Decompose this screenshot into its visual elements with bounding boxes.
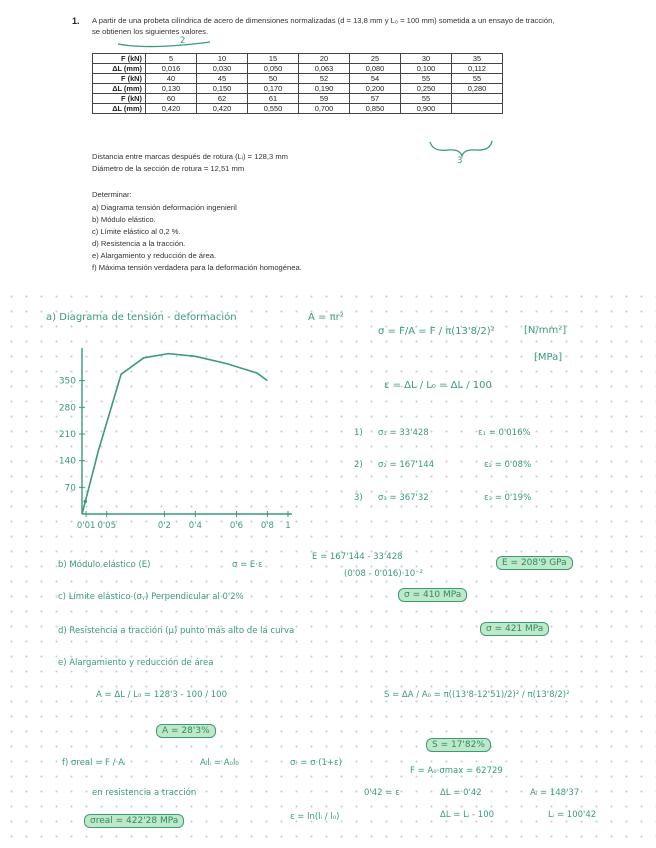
point-2-sigma: σ₂ = 167'144: [378, 460, 435, 470]
x-tick-label: 0'8: [260, 521, 274, 531]
x-tick-label: 1: [285, 521, 291, 531]
section-f-li: ΔL = Lᵢ - 100: [440, 810, 495, 820]
table-row-header: ΔL (mm): [93, 104, 146, 114]
section-e-formula: A = ΔL / L₀ = 128'3 - 100 / 100: [96, 690, 227, 700]
point-1-label: 1): [354, 428, 363, 438]
table-cell: 0,016: [146, 64, 197, 74]
section-f-ln: ε = ln(lᵢ / l₀): [290, 812, 340, 822]
table-cell: 54: [350, 74, 401, 84]
strain-formula: ε = ΔL / L₀ = ΔL / 100: [384, 380, 492, 391]
data-line-1: Distancia entre marcas después de rotura (Lᵢ) = 128,3 mm: [92, 152, 288, 161]
table-cell: 62: [197, 94, 248, 104]
x-tick-label: 0'4: [188, 521, 202, 531]
stress-strain-curve: [82, 354, 267, 514]
table-cell: 0,030: [197, 64, 248, 74]
table-cell: 0,700: [299, 104, 350, 114]
table-cell: 0,900: [401, 104, 452, 114]
annotation-3: 3: [457, 156, 463, 166]
y-tick-label: 350: [58, 376, 76, 387]
item-d: d) Resistencia a la tracción.: [92, 239, 186, 248]
table-cell: 61: [248, 94, 299, 104]
table-row-header: ΔL (mm): [93, 64, 146, 74]
table-cell: 0,150: [197, 84, 248, 94]
point-2-label: 2): [354, 460, 363, 470]
table-row-header: ΔL (mm): [93, 84, 146, 94]
y-tick-label: 70: [64, 483, 76, 494]
table-cell: 0,112: [452, 64, 503, 74]
table-cell: 52: [299, 74, 350, 84]
question-text: A partir de una probeta cilíndrica de acero de dimensiones normalizadas (d = 13,8 mm y L₀ = 100 mm) sometida a un ensayo de tracción, se obtienen los siguientes valores.: [92, 16, 555, 36]
section-f-delta-l: ΔL = 0'42: [440, 788, 482, 798]
table-row-header: F (kN): [93, 74, 146, 84]
table-cell: 59: [299, 94, 350, 104]
section-f-volume: Aᵢlᵢ = A₀l₀: [200, 758, 239, 768]
data-line-2: Diámetro de la sección de rotura = 12,51 mm: [92, 164, 245, 173]
section-b-numerator: E = 167'144 - 33'428: [312, 552, 403, 562]
stress-strain-chart: [40, 336, 340, 566]
point-1-sigma: σ₁ = 33'428: [378, 428, 429, 438]
section-b-result: E = 208'9 GPa: [496, 556, 573, 570]
y-tick-label: 140: [58, 456, 76, 467]
table-cell: 0,280: [452, 84, 503, 94]
section-f-epsilon: 0'42 = ε: [364, 788, 400, 798]
section-e-label: e) Alargamiento y reducción de área: [58, 658, 214, 668]
brace-mark: [430, 141, 492, 156]
section-f-li2: Lᵢ = 100'42: [548, 810, 597, 820]
section-c-label: c) Límite elástico (σᵧ) Perpendicular al 0'2%: [58, 592, 244, 602]
item-e: e) Alargamiento y reducción de área.: [92, 251, 217, 260]
section-c-result: σ = 410 MPa: [398, 588, 467, 602]
point-3-label: 3): [354, 493, 363, 503]
table-cell: 0,050: [248, 64, 299, 74]
item-b: b) Módulo elástico.: [92, 215, 156, 224]
x-tick-label: 0'6: [229, 521, 244, 531]
table-cell: 60: [146, 94, 197, 104]
table-cell: 0,100: [401, 64, 452, 74]
table-cell: 0,420: [146, 104, 197, 114]
y-tick-label: 280: [58, 403, 76, 414]
table-cell: 0,063: [299, 64, 350, 74]
table-cell: 0,190: [299, 84, 350, 94]
table-cell: 55: [452, 74, 503, 84]
section-f-result: σreal = 422'28 MPa: [84, 814, 184, 828]
table-cell: 15: [248, 54, 299, 64]
table-row-header: F (kN): [93, 94, 146, 104]
section-a-title: a) Diagrama de tensión - deformación: [46, 312, 237, 323]
section-f-sigma: σᵣ = σ·(1+ε): [290, 758, 342, 768]
marked-point: [83, 500, 87, 504]
table-cell: 0,200: [350, 84, 401, 94]
stress-formula: σ = F/A = F / π(13'8/2)²: [378, 326, 495, 337]
annotation-2: 2: [180, 36, 186, 46]
section-b-denominator: (0'08 - 0'016)·10⁻²: [344, 569, 424, 579]
table-cell: 35: [452, 54, 503, 64]
x-tick-label: 0'01: [76, 521, 96, 531]
table-cell: 10: [197, 54, 248, 64]
table-cell: 0,130: [146, 84, 197, 94]
table-cell: 57: [350, 94, 401, 104]
table-cell: 0,850: [350, 104, 401, 114]
area-formula: A = πr²: [308, 312, 344, 323]
table-cell: 30: [401, 54, 452, 64]
point-3-sigma: σ₃ = 367'32: [378, 493, 429, 503]
point-3-eps: ε₃ = 0'19%: [484, 493, 532, 503]
section-s-result: S = 17'82%: [426, 738, 491, 752]
section-f-ai: Aᵢ = 148'37: [530, 788, 580, 798]
table-cell: 0,080: [350, 64, 401, 74]
table-cell: 0,250: [401, 84, 452, 94]
table-cell: 40: [146, 74, 197, 84]
section-e-result: A = 28'3%: [156, 724, 216, 738]
table-cell: 50: [248, 74, 299, 84]
x-tick-label: 0'2: [157, 521, 171, 531]
x-tick-label: 0'05: [97, 521, 117, 531]
section-f-force: F = A₀·σmax = 62729: [410, 766, 503, 776]
item-f: f) Máxima tensión verdadera para la deformación homogénea.: [92, 263, 302, 272]
section-b-label: b) Módulo elástico (E): [58, 560, 151, 570]
point-1-eps: ε₁ = 0'016%: [478, 428, 531, 438]
stress-units-mpa: [MPa]: [534, 352, 563, 363]
table-cell: 25: [350, 54, 401, 64]
section-b-law: σ = E·ε: [232, 560, 263, 570]
table-cell: 20: [299, 54, 350, 64]
table-cell: 5: [146, 54, 197, 64]
question-number: 1.: [72, 16, 80, 26]
table-cell: 55: [401, 74, 452, 84]
table-cell: 45: [197, 74, 248, 84]
section-d-result: σ = 421 MPa: [480, 622, 549, 636]
section-d-label: d) Resistencia a tracción (μ) punto más alto de la curva: [58, 626, 295, 636]
determine-title: Determinar:: [92, 190, 132, 199]
item-a: a) Diagrama tensión deformación ingenieril: [92, 203, 237, 212]
point-2-eps: ε₂ = 0'08%: [484, 460, 532, 470]
table-cell: 0,550: [248, 104, 299, 114]
section-s-formula: S = ΔA / A₀ = π((13'8-12'51)/2)² / π(13'8/2)²: [384, 690, 570, 700]
table-cell: 0,170: [248, 84, 299, 94]
section-f-label: f) σreal = F / Aᵢ: [62, 758, 126, 768]
item-c: c) Límite elástico al 0,2 %.: [92, 227, 181, 236]
y-tick-label: 210: [58, 430, 76, 440]
table-cell: 0,420: [197, 104, 248, 114]
section-f-resistance: en resistencia a tracción: [92, 788, 197, 798]
stress-units: [N/mm²]: [524, 325, 567, 336]
table-row-header: F (kN): [93, 54, 146, 64]
underline-mark: [118, 42, 210, 47]
printed-annotations: [0, 0, 656, 300]
table-cell: 55: [401, 94, 452, 104]
